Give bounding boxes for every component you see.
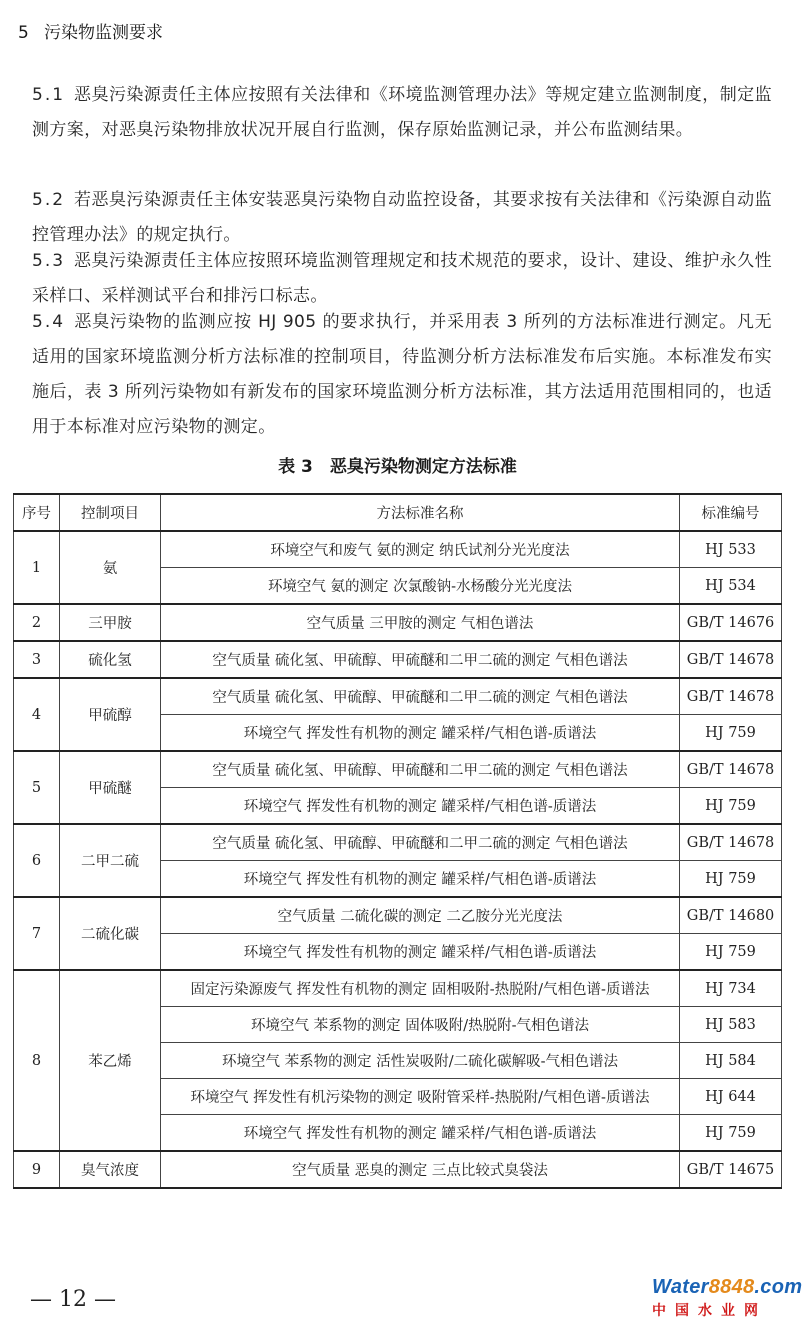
paragraph-5-1 xyxy=(32,78,772,148)
table-body xyxy=(14,531,782,1188)
cell-method: 环境空气 苯系物的测定 固体吸附/热脱附-气相色谱法 xyxy=(161,1007,680,1043)
paragraph-number: 5.1 xyxy=(32,85,66,105)
watermark-brand-suffix: .com xyxy=(754,1276,802,1298)
cell-seq: 8 xyxy=(14,970,60,1151)
paragraph-number: 5.3 xyxy=(32,251,66,271)
cell-method: 环境空气 挥发性有机物的测定 罐采样/气相色谱-质谱法 xyxy=(161,861,680,898)
cell-seq: 4 xyxy=(14,678,60,751)
paragraph-5-3 xyxy=(32,244,772,314)
cell-code: GB/T 14678 xyxy=(680,751,782,788)
cell-seq: 2 xyxy=(14,604,60,641)
watermark-brand xyxy=(652,1276,802,1299)
cell-method: 空气质量 硫化氢、甲硫醇、甲硫醚和二甲二硫的测定 气相色谱法 xyxy=(161,641,680,678)
cell-method: 环境空气 挥发性有机污染物的测定 吸附管采样-热脱附/气相色谱-质谱法 xyxy=(161,1079,680,1115)
cell-method: 空气质量 三甲胺的测定 气相色谱法 xyxy=(161,604,680,641)
cell-method: 空气质量 恶臭的测定 三点比较式臭袋法 xyxy=(161,1151,680,1188)
table-row xyxy=(14,678,782,715)
paragraph-text: 恶臭污染源责任主体应按照有关法律和《环境监测管理办法》等规定建立监测制度，制定监测方案，对恶臭污染物排放状况开展自行监测，保存原始监测记录，并公布监测结果。 xyxy=(32,85,772,140)
cell-code: GB/T 14680 xyxy=(680,897,782,934)
cell-code: HJ 583 xyxy=(680,1007,782,1043)
table-row xyxy=(14,641,782,678)
method-standards-table xyxy=(13,493,782,1189)
cell-control-item: 甲硫醇 xyxy=(60,678,161,751)
watermark-logo xyxy=(652,1276,802,1320)
cell-control-item: 苯乙烯 xyxy=(60,970,161,1151)
cell-seq: 6 xyxy=(14,824,60,897)
table-row xyxy=(14,824,782,861)
cell-code: GB/T 14678 xyxy=(680,641,782,678)
header-item: 控制项目 xyxy=(60,494,161,531)
paragraph-number: 5.4 xyxy=(32,312,66,332)
cell-seq: 5 xyxy=(14,751,60,824)
page-number: — 12 — xyxy=(30,1287,116,1312)
cell-code: HJ 759 xyxy=(680,788,782,825)
cell-method: 环境空气 挥发性有机物的测定 罐采样/气相色谱-质谱法 xyxy=(161,715,680,752)
cell-code: GB/T 14678 xyxy=(680,678,782,715)
paragraph-text: 恶臭污染源责任主体应按照环境监测管理规定和技术规范的要求，设计、建设、维护永久性采样口、采样测试平台和排污口标志。 xyxy=(32,251,772,306)
header-seq: 序号 xyxy=(14,494,60,531)
cell-code: HJ 759 xyxy=(680,934,782,971)
cell-seq: 7 xyxy=(14,897,60,970)
cell-method: 环境空气 挥发性有机物的测定 罐采样/气相色谱-质谱法 xyxy=(161,1115,680,1152)
table-caption: 表 3 恶臭污染物测定方法标准 xyxy=(278,457,517,477)
cell-code: HJ 644 xyxy=(680,1079,782,1115)
cell-seq: 9 xyxy=(14,1151,60,1188)
table-row xyxy=(14,970,782,1007)
cell-control-item: 臭气浓度 xyxy=(60,1151,161,1188)
paragraph-text: 若恶臭污染源责任主体安装恶臭污染物自动监控设备，其要求按有关法律和《污染源自动监控管理办法》的规定执行。 xyxy=(32,190,772,245)
cell-method: 空气质量 二硫化碳的测定 二乙胺分光光度法 xyxy=(161,897,680,934)
header-code: 标准编号 xyxy=(680,494,782,531)
cell-control-item: 二硫化碳 xyxy=(60,897,161,970)
table-row xyxy=(14,531,782,568)
watermark-cn: 中国水业网 xyxy=(652,1303,767,1319)
cell-code: HJ 734 xyxy=(680,970,782,1007)
paragraph-5-4 xyxy=(32,305,772,445)
watermark-brand-number: 8848 xyxy=(708,1276,755,1298)
table-row xyxy=(14,751,782,788)
cell-seq: 3 xyxy=(14,641,60,678)
cell-control-item: 硫化氢 xyxy=(60,641,161,678)
cell-method: 环境空气 挥发性有机物的测定 罐采样/气相色谱-质谱法 xyxy=(161,934,680,971)
cell-method: 环境空气和废气 氨的测定 纳氏试剂分光光度法 xyxy=(161,531,680,568)
table-row xyxy=(14,1151,782,1188)
cell-code: HJ 759 xyxy=(680,1115,782,1152)
paragraph-5-2 xyxy=(32,183,772,253)
cell-control-item: 二甲二硫 xyxy=(60,824,161,897)
cell-method: 空气质量 硫化氢、甲硫醇、甲硫醚和二甲二硫的测定 气相色谱法 xyxy=(161,678,680,715)
cell-seq: 1 xyxy=(14,531,60,604)
table-row xyxy=(14,604,782,641)
cell-code: HJ 534 xyxy=(680,568,782,605)
table-header-row xyxy=(14,494,782,531)
header-method: 方法标准名称 xyxy=(161,494,680,531)
paragraph-text: 恶臭污染物的监测应按 HJ 905 的要求执行，并采用表 3 所列的方法标准进行测定。凡无适用的国家环境监测分析方法标准的控制项目，待监测分析方法标准发布后实施。本标准发布实施后，表 3 所列污染物如有新发布的国家环境监测分析方法标准，其方法适用范围相同的，也适用于本标准对应污染物的测定。 xyxy=(32,312,772,437)
cell-code: GB/T 14676 xyxy=(680,604,782,641)
cell-method: 环境空气 挥发性有机物的测定 罐采样/气相色谱-质谱法 xyxy=(161,788,680,825)
paragraph-number: 5.2 xyxy=(32,190,66,210)
cell-method: 空气质量 硫化氢、甲硫醇、甲硫醚和二甲二硫的测定 气相色谱法 xyxy=(161,824,680,861)
cell-control-item: 甲硫醚 xyxy=(60,751,161,824)
cell-control-item: 氨 xyxy=(60,531,161,604)
cell-code: GB/T 14675 xyxy=(680,1151,782,1188)
cell-code: HJ 533 xyxy=(680,531,782,568)
watermark-brand-prefix: Water xyxy=(652,1276,709,1298)
cell-method: 环境空气 氨的测定 次氯酸钠-水杨酸分光光度法 xyxy=(161,568,680,605)
section-heading xyxy=(18,18,163,43)
cell-control-item: 三甲胺 xyxy=(60,604,161,641)
cell-code: GB/T 14678 xyxy=(680,824,782,861)
cell-method: 固定污染源废气 挥发性有机物的测定 固相吸附-热脱附/气相色谱-质谱法 xyxy=(161,970,680,1007)
cell-code: HJ 759 xyxy=(680,715,782,752)
table-row xyxy=(14,897,782,934)
cell-code: HJ 759 xyxy=(680,861,782,898)
cell-method: 空气质量 硫化氢、甲硫醇、甲硫醚和二甲二硫的测定 气相色谱法 xyxy=(161,751,680,788)
section-title: 污染物监测要求 xyxy=(44,23,163,43)
section-number: 5 xyxy=(18,23,29,43)
cell-code: HJ 584 xyxy=(680,1043,782,1079)
cell-method: 环境空气 苯系物的测定 活性炭吸附/二硫化碳解吸-气相色谱法 xyxy=(161,1043,680,1079)
